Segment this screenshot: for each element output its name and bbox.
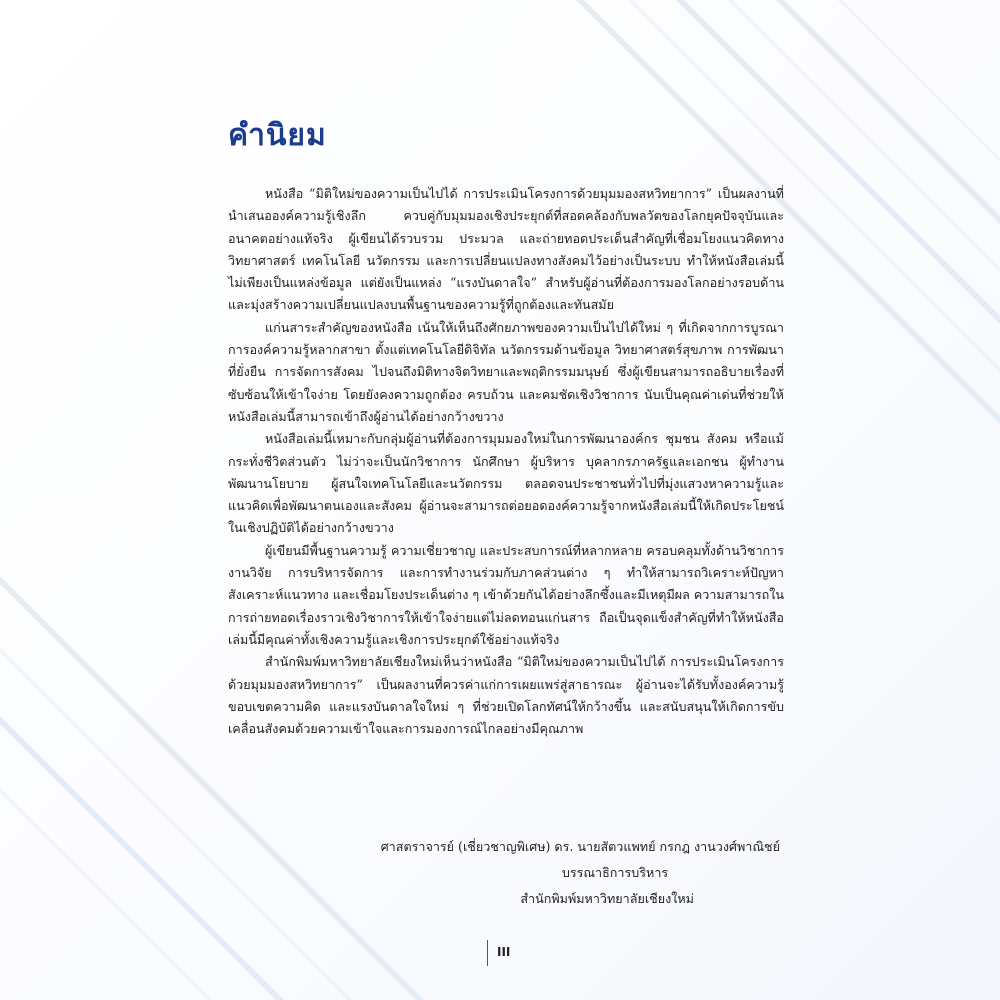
page-number-divider	[487, 940, 488, 966]
paragraph-5: สำนักพิมพ์มหาวิทยาลัยเชียงใหม่เห็นว่าหนังสือ “มิติใหม่ของความเป็นไปได้ การประเมินโครงการด้วยมุมมองสหวิทยาการ” เป็นผลงานที่ควรค่าแก่การเผยแพร่สู่สาธารณะ ผู้อ่านจะได้รับทั้งองค์ความรู้ ขอบเขตความคิด และแรงบันดาลใจใหม่ ๆ ที่ช่วยเปิดโลกทัศน์ให้กว้างขึ้น และสนับสนุนให้เกิดการขับเคลื่อนสังคมด้วยความเข้าใจและการมองการณ์ไกลอย่างมีคุณภาพ	[228, 654, 784, 737]
paragraph-1: หนังสือ “มิติใหม่ของความเป็นไปได้ การประเมินโครงการด้วยมุมมองสหวิทยาการ” เป็นผลงานที่นำเสนอองค์ความรู้เชิงลึก ควบคู่กับมุมมองเชิงประยุกต์ที่สอดคล้องกับพลวัตของโลกยุคปัจจุบันและอนาคตอย่างแท้จริง ผู้เขียนได้รวบรวม ประมวล และถ่ายทอดประเด็นสำคัญที่เชื่อมโยงแนวคิดทางวิทยาศาสตร์ เทคโนโลยี นวัตกรรม และการเปลี่ยนแปลงทางสังคมไว้อย่างเป็นระบบ ทำให้หนังสือเล่มนี้ไม่เพียงเป็นแหล่งข้อมูล แต่ยังเป็นแหล่ง “แรงบันดาลใจ” สำหรับผู้อ่านที่ต้องการมองโลกอย่างรอบด้านและมุ่งสร้างความเปลี่ยนแปลงบนพื้นฐานของความรู้ที่ถูกต้องและทันสมัย	[228, 186, 784, 313]
paragraph-2: แก่นสาระสำคัญของหนังสือ เน้นให้เห็นถึงศักยภาพของความเป็นไปได้ใหม่ ๆ ที่เกิดจากการบูรณาการองค์ความรู้หลากสาขา ตั้งแต่เทคโนโลยีดิจิทัล นวัตกรรมด้านข้อมูล วิทยาศาสตร์สุขภาพ การพัฒนาที่ยั่งยืน การจัดการสังคม ไปจนถึงมิติทางจิตวิทยาและพฤติกรรมมนุษย์ ซึ่งผู้เขียนสามารถอธิบายเรื่องที่ซับซ้อนให้เข้าใจง่าย โดยยังคงความถูกต้อง ครบถ้วน และคมชัดเชิงวิชาการ นับเป็นคุณค่าเด่นที่ช่วยให้หนังสือเล่มนี้สามารถเข้าถึงผู้อ่านได้อย่างกว้างขวาง	[228, 319, 784, 424]
signature-name: ศาสตราจารย์ (เชี่ยวชาญพิเศษ) ดร. นายสัตวแพทย์ กรกฎ งานวงศ์พาณิชย์	[380, 839, 780, 854]
signature-block	[260, 834, 780, 912]
page-number: III	[497, 945, 511, 959]
paragraph-3: หนังสือเล่มนี้เหมาะกับกลุ่มผู้อ่านที่ต้องการมุมมองใหม่ในการพัฒนาองค์กร ชุมชน สังคม หรือแม้กระทั่งชีวิตส่วนตัว ไม่ว่าจะเป็นนักวิชาการ นักศึกษา ผู้บริหาร บุคลากรภาครัฐและเอกชน ผู้ทำงานพัฒนานโยบาย ผู้สนใจเทคโนโลยีและนวัตกรรม ตลอดจนประชาชนทั่วไปที่มุ่งแสวงหาความรู้และแนวคิดเพื่อพัฒนาตนเองและสังคม ผู้อ่านจะสามารถต่อยอดองค์ความรู้จากหนังสือเล่มนี้ให้เกิดประโยชน์ในเชิงปฏิบัติได้อย่างกว้างขวาง	[228, 431, 784, 536]
signature-organization: สำนักพิมพ์มหาวิทยาลัยเชียงใหม่	[520, 891, 694, 906]
paragraph-4: ผู้เขียนมีพื้นฐานความรู้ ความเชี่ยวชาญ และประสบการณ์ที่หลากหลาย ครอบคลุมทั้งด้านวิชาการ งานวิจัย การบริหารจัดการ และการทำงานร่วมกับภาคส่วนต่าง ๆ ทำให้สามารถวิเคราะห์ปัญหา สังเคราะห์แนวทาง และเชื่อมโยงประเด็นต่าง ๆ เข้าด้วยกันได้อย่างลึกซึ้งและมีเหตุมีผล ความสามารถในการถ่ายทอดเรื่องราวเชิงวิชาการให้เข้าใจง่ายแต่ไม่ลดทอนแก่นสาร ถือเป็นจุดแข็งสำคัญที่ทำให้หนังสือเล่มนี้มีคุณค่าทั้งเชิงความรู้และเชิงการประยุกต์ใช้อย่างแท้จริง	[228, 542, 784, 647]
page-title: คำนิยม	[228, 118, 327, 153]
foreword-body	[228, 183, 784, 740]
signature-position: บรรณาธิการบริหาร	[561, 865, 669, 880]
